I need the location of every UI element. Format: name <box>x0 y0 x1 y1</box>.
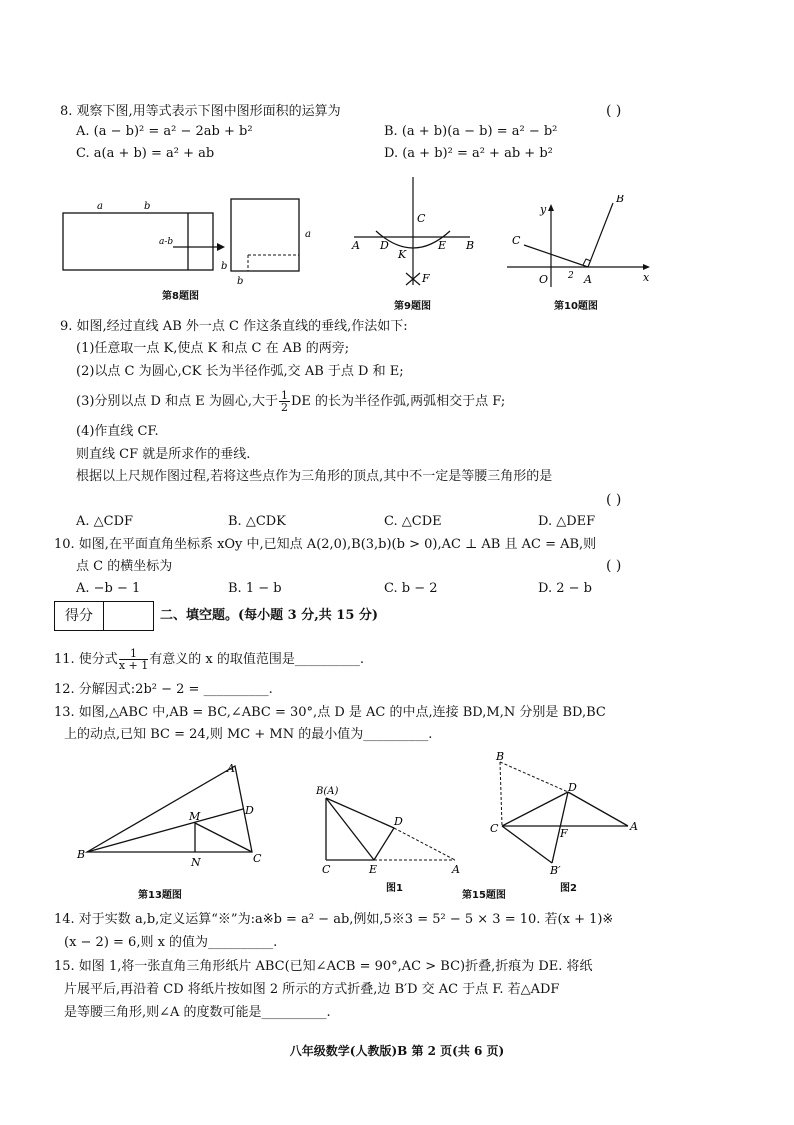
q9-option-a[interactable]: A. △CDF <box>76 514 134 529</box>
fig13-segment-mc <box>195 823 252 852</box>
q9-step-3-pre: (3)分别以点 D 和点 E 为圆心,大于 <box>76 394 278 409</box>
q9-option-b[interactable]: B. △CDK <box>228 514 286 529</box>
fig13-caption: 第13题图 <box>138 890 182 901</box>
fig15-caption: 第15题图 <box>462 890 506 901</box>
fig15a-da-dashed <box>394 828 455 860</box>
q9-option-d[interactable]: D. △DEF <box>538 514 596 529</box>
fig15b-bc-dashed <box>500 762 502 826</box>
fig10-y-arrow <box>548 204 554 211</box>
fig8-label-b-bottom: b <box>237 276 244 287</box>
q13-line2: 上的动点,已知 BC = 24,则 MC + MN 的最小值为 <box>64 727 364 742</box>
fig8-arrow-head <box>217 243 225 251</box>
fig13-label-d: D <box>245 804 254 817</box>
fig15b-cb-prime <box>502 826 552 863</box>
fig10-label-x: x <box>643 271 650 284</box>
fig8-left-rect <box>63 213 213 270</box>
fig8-label-b-top: b <box>144 201 151 212</box>
fig10-segment-ab <box>588 203 613 267</box>
q11-line <box>54 648 364 671</box>
fig10-label-b: B <box>616 195 625 205</box>
q9-conclusion: 则直线 CF 就是所求作的垂线. <box>76 447 251 462</box>
q13-line1: 13. 如图,△ABC 中,AB = BC,∠ABC = 30°,点 D 是 AC 的中点,连接 BD,M,N 分别是 BD,BC <box>54 705 606 720</box>
q13-blank[interactable]: __________. <box>363 727 433 742</box>
figure-9 <box>340 175 490 290</box>
q14-line2-wrap <box>64 935 277 951</box>
fig15a-label-a: A <box>452 863 460 876</box>
fig8-label-a-right: a <box>305 229 311 240</box>
fig10-x-arrow <box>643 264 650 270</box>
fig10-label-o: O <box>539 273 549 286</box>
q11-post: 有意义的 x 的取值范围是 <box>149 652 295 667</box>
fig13-label-m: M <box>189 810 201 823</box>
q9-option-c[interactable]: C. △CDE <box>384 514 442 529</box>
q9-step-3 <box>76 390 505 413</box>
figure-8 <box>55 185 335 295</box>
q9-half-num: 1 <box>281 389 288 402</box>
q9-question: 根据以上尺规作图过程,若将这些点作为三角形的顶点,其中不一定是等腰三角形的是 <box>76 469 553 484</box>
section-2-title: 二、填空题。(每小题 3 分,共 15 分) <box>160 608 379 623</box>
q10-option-c[interactable]: C. b − 2 <box>384 581 438 596</box>
fig15a-de <box>374 828 394 860</box>
q11-num: 1 <box>119 648 148 660</box>
figure-13 <box>75 758 275 878</box>
q8-option-c[interactable]: C. a(a + b) = a² + ab <box>76 146 215 161</box>
fig15a-label-d: D <box>394 815 403 828</box>
q11-den: x + 1 <box>118 659 149 672</box>
fig15a-label-e: E <box>369 863 378 876</box>
q12-line <box>54 682 273 698</box>
figure-15-2 <box>488 748 648 878</box>
q10-option-d[interactable]: D. 2 − b <box>538 581 592 596</box>
fig15b-label-f: F <box>560 827 568 840</box>
q9-step-1: (1)任意取一点 K,使点 K 和点 C 在 AB 的两旁; <box>76 341 350 356</box>
q9-half-den: 2 <box>281 401 288 414</box>
fig15b-label-c: C <box>490 822 499 835</box>
fig13-label-a: A <box>227 762 235 775</box>
q12-blank[interactable]: __________. <box>203 682 273 697</box>
fig15a-label-c: C <box>322 863 331 876</box>
fig9-caption: 第9题图 <box>394 301 431 312</box>
fig13-label-c: C <box>253 852 262 865</box>
fig10-segment-ac <box>524 245 588 267</box>
fig10-label-y: y <box>540 203 547 216</box>
score-box[interactable] <box>54 601 154 631</box>
q10-line2: 点 C 的横坐标为 <box>76 559 173 574</box>
q9-answer-paren[interactable]: ( ) <box>606 492 622 508</box>
fig15b-label-b-prime: B′ <box>550 864 561 877</box>
fig10-caption: 第10题图 <box>554 301 598 312</box>
q14-line2: (x − 2) = 6,则 x 的值为 <box>64 935 209 950</box>
q14-line1: 14. 对于实数 a,b,定义运算“※”为:a※b = a² − ab,例如,5※3 = 5² − 5 × 3 = 10. 若(x + 1)※ <box>54 912 614 927</box>
fig15b-caption: 图2 <box>560 883 577 894</box>
fig13-label-b: B <box>77 848 86 861</box>
fig15b-da <box>568 792 628 826</box>
q8-option-a[interactable]: A. (a − b)² = a² − 2ab + b² <box>76 124 253 139</box>
q15-line3: 是等腰三角形,则∠A 的度数可能是 <box>64 1005 262 1020</box>
fig10-label-c: C <box>512 234 521 247</box>
fig9-label-f: F <box>422 272 430 285</box>
q12-text: 12. 分解因式:2b² − 2 = <box>54 682 204 697</box>
q9-stem: 9. 如图,经过直线 AB 外一点 C 作这条直线的垂线,作法如下: <box>60 319 408 334</box>
q8-option-d[interactable]: D. (a + b)² = a² + ab + b² <box>384 146 553 161</box>
fig9-label-c: C <box>417 212 426 225</box>
q11-pre: 11. 使分式 <box>54 652 118 667</box>
fig9-label-d: D <box>380 239 389 252</box>
fig15a-label-ba: B(A) <box>316 786 339 797</box>
q15-line2: 片展平后,再沿着 CD 将纸片按如图 2 所示的方式折叠,边 B′D 交 AC 于点 F. 若△ADF <box>64 982 560 997</box>
fig15b-label-b: B <box>496 750 505 763</box>
score-label: 得分 <box>55 602 104 630</box>
q9-step-4: (4)作直线 CF. <box>76 424 159 439</box>
fig9-label-b: B <box>466 239 475 252</box>
q9-half-fraction <box>279 390 290 413</box>
q15-line1: 15. 如图 1,将一张直角三角形纸片 ABC(已知∠ACB = 90°,AC > BC)折叠,折痕为 DE. 将纸 <box>54 959 593 974</box>
fig8-right-square <box>231 199 299 271</box>
fig15a-caption: 图1 <box>386 883 403 894</box>
q8-stem: 8. 观察下图,用等式表示下图中图形面积的运算为 <box>60 104 341 119</box>
figure-10 <box>505 195 655 290</box>
q15-blank[interactable]: __________. <box>261 1005 331 1020</box>
fig10-label-2: 2 <box>568 271 574 281</box>
fig15b-bd-dashed <box>500 762 568 792</box>
q11-fraction <box>119 648 148 671</box>
page-footer: 八年级数学(人教版)B 第 2 页(共 6 页) <box>289 1044 505 1058</box>
fig10-label-a: A <box>584 273 592 286</box>
q8-answer-paren[interactable]: ( ) <box>606 103 622 119</box>
fig8-caption: 第8题图 <box>162 291 199 302</box>
fig8-label-b-left: b <box>221 261 228 272</box>
fig8-label-a-minus-b: a-b <box>159 237 174 247</box>
fig15b-cd <box>502 792 568 826</box>
q10-option-a[interactable]: A. −b − 1 <box>76 581 141 596</box>
q14-blank[interactable]: __________. <box>208 935 278 950</box>
q8-option-b[interactable]: B. (a + b)(a − b) = a² − b² <box>384 124 558 139</box>
figure-15-1 <box>310 780 470 880</box>
fig15b-label-a: A <box>630 820 638 833</box>
fig9-label-k: K <box>398 248 407 261</box>
fig15a-bd <box>326 798 394 828</box>
fig8-label-a-top: a <box>97 201 103 212</box>
q10-answer-paren[interactable]: ( ) <box>606 558 622 574</box>
q13-line2-wrap <box>64 727 432 743</box>
fig13-label-n: N <box>191 856 201 869</box>
q15-line3-wrap <box>64 1005 331 1021</box>
fig15a-be <box>326 798 374 860</box>
fig13-segment-bd <box>87 809 243 852</box>
fig9-label-a: A <box>352 239 360 252</box>
q10-option-b[interactable]: B. 1 − b <box>228 581 282 596</box>
q10-line1: 10. 如图,在平面直角坐标系 xOy 中,已知点 A(2,0),B(3,b)(b > 0),AC ⊥ AB 且 AC = AB,则 <box>54 537 597 552</box>
q9-step-3-post: DE 的长为半径作弧,两弧相交于点 F; <box>291 394 506 409</box>
q11-blank[interactable]: __________. <box>294 652 364 667</box>
fig15b-label-d: D <box>568 781 577 794</box>
q9-step-2: (2)以点 C 为圆心,CK 长为半径作弧,交 AB 于点 D 和 E; <box>76 364 404 379</box>
fig9-label-e: E <box>438 239 447 252</box>
